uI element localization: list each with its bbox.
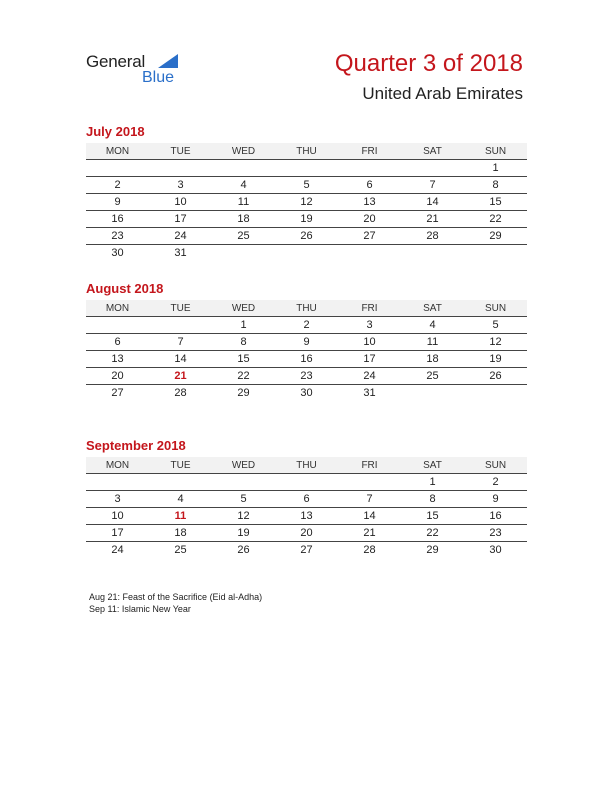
day-cell: 29 bbox=[426, 544, 439, 556]
day-cell: 8 bbox=[464, 177, 527, 194]
day-cell: 7 bbox=[401, 177, 464, 194]
week-row bbox=[86, 491, 527, 508]
month-title: August 2018 bbox=[86, 281, 164, 296]
day-cell: 26 bbox=[275, 228, 338, 245]
weekday-header: SAT bbox=[401, 143, 464, 160]
day-cell: 16 bbox=[464, 508, 527, 525]
calendar-table bbox=[86, 300, 527, 401]
weekday-header: TUE bbox=[149, 300, 212, 317]
day-cell: 17 bbox=[149, 211, 212, 228]
week-row bbox=[86, 245, 527, 262]
day-cell: 3 bbox=[149, 177, 212, 194]
calendar-table bbox=[86, 457, 527, 558]
day-cell bbox=[464, 385, 527, 402]
weekday-header-row bbox=[86, 300, 527, 317]
day-cell: 15 bbox=[212, 351, 275, 368]
day-cell: 30 bbox=[111, 247, 124, 259]
day-cell: 5 bbox=[464, 317, 527, 334]
weekday-header: WED bbox=[212, 457, 275, 474]
quarter-title: Quarter 3 of 2018 bbox=[334, 50, 523, 77]
day-cell: 28 bbox=[363, 544, 376, 556]
weekday-header: FRI bbox=[338, 457, 401, 474]
day-cell bbox=[338, 160, 401, 177]
day-cell bbox=[401, 385, 464, 402]
day-cell: 29 bbox=[237, 387, 250, 399]
day-cell: 8 bbox=[212, 334, 275, 351]
day-cell bbox=[149, 160, 212, 177]
day-cell: 15 bbox=[464, 194, 527, 211]
day-cell: 25 bbox=[401, 368, 464, 385]
weekday-header: TUE bbox=[149, 143, 212, 160]
day-cell bbox=[212, 245, 275, 262]
day-cell: 13 bbox=[338, 194, 401, 211]
day-cell: 14 bbox=[149, 351, 212, 368]
weekday-header: TUE bbox=[149, 457, 212, 474]
day-cell: 4 bbox=[149, 491, 212, 508]
day-cell: 11 bbox=[149, 508, 212, 525]
day-cell: 13 bbox=[275, 508, 338, 525]
day-cell: 18 bbox=[401, 351, 464, 368]
day-cell: 19 bbox=[275, 211, 338, 228]
week-row bbox=[86, 160, 527, 177]
day-cell: 9 bbox=[86, 194, 149, 211]
day-cell: 28 bbox=[401, 228, 464, 245]
weekday-header: SAT bbox=[401, 300, 464, 317]
day-cell: 9 bbox=[275, 334, 338, 351]
day-cell bbox=[275, 245, 338, 262]
calendar-table bbox=[86, 143, 527, 261]
day-cell: 18 bbox=[149, 525, 212, 542]
day-cell: 22 bbox=[401, 525, 464, 542]
day-cell: 10 bbox=[149, 194, 212, 211]
day-cell: 3 bbox=[338, 317, 401, 334]
day-cell: 10 bbox=[86, 508, 149, 525]
day-cell: 8 bbox=[401, 491, 464, 508]
weekday-header: MON bbox=[86, 300, 149, 317]
day-cell bbox=[149, 317, 212, 334]
month-title: July 2018 bbox=[86, 124, 145, 139]
day-cell: 12 bbox=[464, 334, 527, 351]
day-cell: 29 bbox=[464, 228, 527, 245]
day-cell bbox=[275, 160, 338, 177]
day-cell bbox=[86, 160, 149, 177]
day-cell: 1 bbox=[401, 474, 464, 491]
day-cell: 2 bbox=[86, 177, 149, 194]
day-cell bbox=[464, 245, 527, 262]
week-row bbox=[86, 194, 527, 211]
day-cell: 23 bbox=[464, 525, 527, 542]
month-title: September 2018 bbox=[86, 438, 186, 453]
holiday-note: Sep 11: Islamic New Year bbox=[89, 604, 191, 614]
generalblue-logo bbox=[86, 52, 186, 92]
day-cell: 31 bbox=[363, 387, 376, 399]
day-cell: 23 bbox=[275, 368, 338, 385]
day-cell: 27 bbox=[300, 544, 313, 556]
week-row bbox=[86, 368, 527, 385]
day-cell: 6 bbox=[338, 177, 401, 194]
day-cell: 14 bbox=[338, 508, 401, 525]
day-cell: 2 bbox=[464, 474, 527, 491]
week-row bbox=[86, 508, 527, 525]
day-cell: 5 bbox=[212, 491, 275, 508]
week-row bbox=[86, 385, 527, 402]
day-cell: 10 bbox=[338, 334, 401, 351]
day-cell: 14 bbox=[401, 194, 464, 211]
day-cell: 16 bbox=[86, 211, 149, 228]
weekday-header: FRI bbox=[338, 143, 401, 160]
day-cell: 21 bbox=[401, 211, 464, 228]
week-row bbox=[86, 542, 527, 559]
day-cell: 20 bbox=[86, 368, 149, 385]
weekday-header: FRI bbox=[338, 300, 401, 317]
weekday-header: SUN bbox=[464, 300, 527, 317]
week-row bbox=[86, 228, 527, 245]
holiday-note: Aug 21: Feast of the Sacrifice (Eid al-Adha) bbox=[89, 592, 263, 602]
day-cell: 22 bbox=[212, 368, 275, 385]
day-cell: 12 bbox=[275, 194, 338, 211]
day-cell: 30 bbox=[489, 544, 502, 556]
week-row bbox=[86, 525, 527, 542]
day-cell: 11 bbox=[401, 334, 464, 351]
day-cell: 17 bbox=[86, 525, 149, 542]
day-cell bbox=[86, 317, 149, 334]
logo-text-blue: Blue bbox=[142, 69, 175, 86]
day-cell: 25 bbox=[212, 228, 275, 245]
day-cell: 27 bbox=[111, 387, 124, 399]
week-row bbox=[86, 334, 527, 351]
week-row bbox=[86, 474, 527, 491]
weekday-header: THU bbox=[275, 457, 338, 474]
day-cell bbox=[338, 474, 401, 491]
weekday-header: MON bbox=[86, 143, 149, 160]
month-july bbox=[86, 123, 527, 261]
day-cell: 25 bbox=[174, 544, 187, 556]
month-september bbox=[86, 437, 527, 558]
day-cell: 18 bbox=[212, 211, 275, 228]
day-cell: 24 bbox=[149, 228, 212, 245]
week-row bbox=[86, 211, 527, 228]
logo-text-general: General bbox=[86, 52, 146, 71]
weekday-header: SUN bbox=[464, 143, 527, 160]
day-cell: 7 bbox=[149, 334, 212, 351]
holiday-notes bbox=[89, 591, 262, 615]
day-cell bbox=[212, 160, 275, 177]
day-cell: 9 bbox=[464, 491, 527, 508]
weekday-header-row bbox=[86, 457, 527, 474]
day-cell: 30 bbox=[300, 387, 313, 399]
day-cell: 21 bbox=[149, 368, 212, 385]
day-cell: 20 bbox=[275, 525, 338, 542]
week-row bbox=[86, 177, 527, 194]
day-cell: 19 bbox=[464, 351, 527, 368]
day-cell: 12 bbox=[212, 508, 275, 525]
day-cell bbox=[212, 474, 275, 491]
day-cell: 24 bbox=[338, 368, 401, 385]
day-cell: 1 bbox=[212, 317, 275, 334]
weekday-header: WED bbox=[212, 300, 275, 317]
week-row bbox=[86, 317, 527, 334]
day-cell: 1 bbox=[464, 160, 527, 177]
weekday-header: THU bbox=[275, 143, 338, 160]
day-cell: 15 bbox=[401, 508, 464, 525]
day-cell: 21 bbox=[338, 525, 401, 542]
day-cell: 26 bbox=[464, 368, 527, 385]
day-cell: 28 bbox=[174, 387, 187, 399]
day-cell bbox=[86, 474, 149, 491]
day-cell: 19 bbox=[212, 525, 275, 542]
day-cell bbox=[401, 160, 464, 177]
day-cell: 26 bbox=[237, 544, 250, 556]
weekday-header: SUN bbox=[464, 457, 527, 474]
day-cell: 5 bbox=[275, 177, 338, 194]
weekday-header: MON bbox=[86, 457, 149, 474]
day-cell: 4 bbox=[401, 317, 464, 334]
day-cell bbox=[338, 245, 401, 262]
day-cell bbox=[149, 474, 212, 491]
day-cell: 31 bbox=[174, 247, 187, 259]
logo-triangle-icon bbox=[158, 54, 178, 68]
month-august bbox=[86, 280, 527, 401]
day-cell: 22 bbox=[464, 211, 527, 228]
weekday-header: THU bbox=[275, 300, 338, 317]
weekday-header: WED bbox=[212, 143, 275, 160]
day-cell: 4 bbox=[212, 177, 275, 194]
day-cell: 20 bbox=[338, 211, 401, 228]
country-name: United Arab Emirates bbox=[362, 84, 523, 103]
day-cell: 17 bbox=[338, 351, 401, 368]
weekday-header-row bbox=[86, 143, 527, 160]
day-cell: 6 bbox=[86, 334, 149, 351]
weekday-header: SAT bbox=[401, 457, 464, 474]
day-cell bbox=[401, 245, 464, 262]
week-row bbox=[86, 351, 527, 368]
day-cell: 11 bbox=[212, 194, 275, 211]
day-cell: 3 bbox=[86, 491, 149, 508]
day-cell: 24 bbox=[111, 544, 124, 556]
day-cell: 2 bbox=[275, 317, 338, 334]
day-cell: 23 bbox=[86, 228, 149, 245]
day-cell: 13 bbox=[86, 351, 149, 368]
day-cell: 16 bbox=[275, 351, 338, 368]
day-cell bbox=[275, 474, 338, 491]
day-cell: 6 bbox=[275, 491, 338, 508]
day-cell: 27 bbox=[338, 228, 401, 245]
day-cell: 7 bbox=[338, 491, 401, 508]
